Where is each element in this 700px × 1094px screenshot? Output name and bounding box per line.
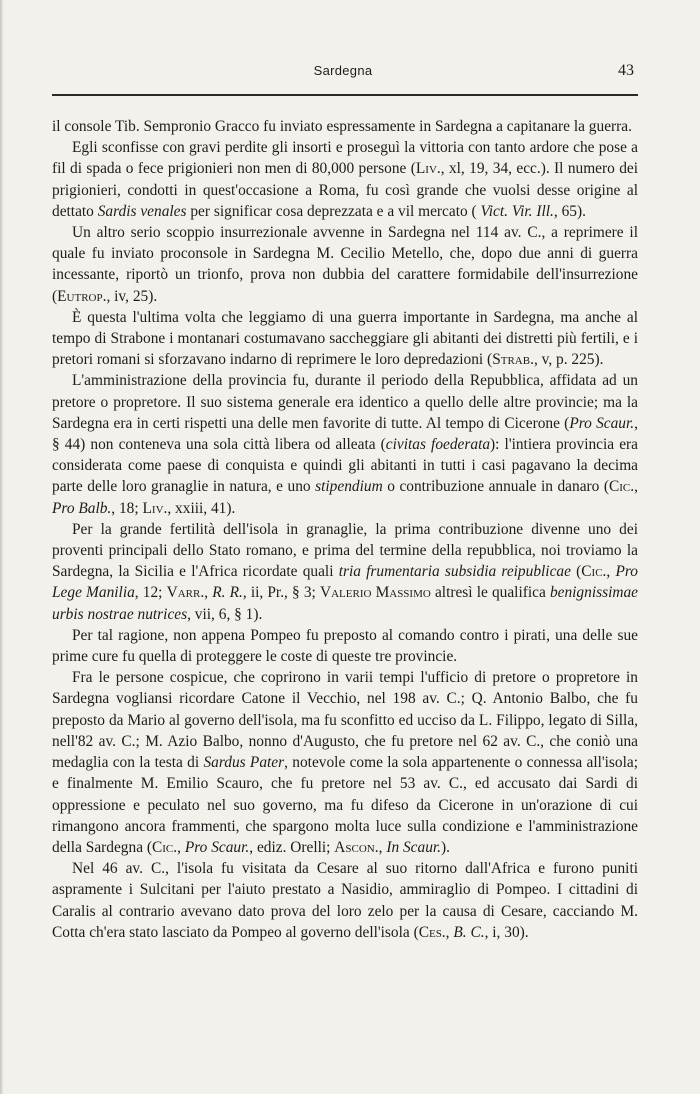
- page-header: [52, 63, 634, 83]
- italic-text: Sardis venales: [97, 202, 187, 220]
- text-run: ,: [445, 923, 454, 941]
- text-run: Per tal ragione, non appena Pompeo fu preposto al comando contro i pirati, una delle sue prime cure fu quella di proteggere le coste di queste tre provincie.: [52, 626, 638, 666]
- running-head: Sardegna: [313, 63, 373, 78]
- paragraph: [52, 858, 638, 943]
- text-run: , iv, 25).: [106, 287, 158, 305]
- italic-text: R. R.: [212, 584, 243, 602]
- paragraph: [52, 370, 638, 518]
- paragraph: [52, 116, 638, 137]
- text-run: altresì le qualifica: [430, 584, 550, 602]
- text-run: , § 44) non conteneva una sola città libera od alleata (: [52, 414, 638, 454]
- small-caps-text: Ascon.: [334, 838, 379, 856]
- small-caps-text: Cic.: [581, 563, 607, 581]
- text-run: (: [570, 563, 582, 581]
- italic-text: B. C.: [453, 923, 485, 941]
- italic-text: Sardus Pater: [203, 754, 285, 772]
- small-caps-text: Liv.: [415, 160, 441, 178]
- small-caps-text: Varr.: [166, 584, 205, 602]
- small-caps-text: Liv.: [142, 499, 168, 517]
- text-run: per significar cosa deprezzata e a vil mercato (: [186, 202, 481, 220]
- body-text: [52, 116, 638, 943]
- text-run: Nel 46 av. C., l'isola fu visitata da Cesare al suo ritorno dall'Africa e furono puniti aspramente i Sulcitani per l'aiuto prestato a Nasidio, ammiraglio di Pompeo. I cittadini di Caralis al contrario avevano dato prova del loro zelo per la causa di Cesare, cacciando M. Cotta ch'era stato lasciato da Pompeo al governo dell'isola (: [52, 860, 638, 941]
- text-run: Un altro serio scoppio insurrezionale avvenne in Sardegna nel 114 av. C., a reprimere il quale fu inviato proconsole in Sardegna M. Cecilio Metello, che, dopo due anni di guerra incessante, riportò un trionfo, prova non dubbia del carattere formidabile dell'insurrezione (: [52, 224, 638, 305]
- paragraph: [52, 625, 638, 667]
- small-caps-text: Ces.: [418, 923, 446, 941]
- text-run: ,: [378, 838, 387, 856]
- text-run: ,: [606, 563, 616, 581]
- text-run: , notevole come la sola appartenente o connessa all'isola; e finalmente M. Emilio Scauro, che fu pretore nel 53 av. C., ed accusato dai Sardi di oppressione e peculato nel suo governo, ma fu difeso da Cicerone in un'orazione di cui rimangono ancora frammenti, che spargono molta luce sulla condizione e l'amministrazione della Sardegna (: [52, 754, 638, 856]
- paragraph: [52, 307, 638, 371]
- text-run: ).: [441, 838, 451, 856]
- small-caps-text: Strab.: [492, 351, 534, 369]
- italic-text: Pro Scaur.: [184, 838, 250, 856]
- text-run: ,: [634, 478, 638, 496]
- text-run: Per la grande fertilità dell'isola in granaglie, la prima contribuzione divenne uno dei proventi principali dello Stato romano, e prima del termine della repubblica, noi troviamo la Sardegna, la Sicilia e l'Africa ricordate quali: [52, 520, 638, 581]
- italic-text: In Scaur.: [386, 838, 442, 856]
- page-spine-edge: [0, 0, 3, 1094]
- italic-text: benignissimae urbis nostrae nutrices: [52, 584, 638, 623]
- paragraph: [52, 222, 638, 307]
- paragraph: [52, 667, 638, 858]
- text-run: , xl, 19, 34, ecc.). Il numero dei prigionieri, condotti in quest'occasione a Roma, fu così grande che vuolsi desse origine al dettato: [52, 160, 638, 220]
- italic-text: tria frumentaria subsidia reipublicae: [338, 563, 571, 581]
- text-run: ,: [177, 838, 185, 856]
- text-run: , vii, 6, § 1).: [187, 605, 263, 623]
- paragraph: [52, 519, 638, 625]
- text-run: o contribuzione annuale in danaro (: [382, 478, 609, 496]
- text-run: , 65).: [553, 202, 586, 220]
- small-caps-text: Eutrop.: [57, 287, 107, 305]
- text-run: Egli sconfisse con gravi perdite gli insorti e proseguì la vittoria con tanto ardore che pose a fil di spada o fece prigionieri non men di 80,000 persone (: [52, 139, 638, 178]
- page-number: 43: [618, 62, 634, 79]
- text-run: È questa l'ultima volta che leggiamo di una guerra importante in Sardegna, ma anche al tempo di Strabone i montanari costumavano saccheggiare gli abitanti dei distretti più fertili, e i pretori romani si sforzavano indarno di reprimere le loro depredazioni (: [52, 308, 638, 369]
- text-run: Fra le persone cospicue, che coprirono in varii tempi l'ufficio di pretore o propretore in Sardegna vogliansi ricordare Catone il Vecchio, nel 198 av. C.; Q. Antonio Balbo, che fu preposto da Mario al governo dell'isola, ma fu sconfitto ed ucciso da L. Filippo, legato di Silla, nell'82 av. C.; M. Azio Balbo, nonno d'Augusto, che fu pretore nel 62 av. C., che coniò una medaglia con la testa di: [52, 669, 638, 772]
- header-rule: [52, 94, 638, 96]
- small-caps-text: Cic.: [609, 478, 635, 496]
- small-caps-text: Valerio Massimo: [319, 584, 431, 602]
- text-run: L'amministrazione della provincia fu, durante il periodo della Repubblica, affidata ad un pretore o propretore. Il suo sistema generale era identico a quello delle altre provincie; ma la Sardegna era in certi rispetti una delle men favorite di tutte. Al tempo di Cicerone (: [52, 372, 638, 432]
- paragraph: [52, 137, 638, 222]
- text-run: ,: [204, 584, 213, 602]
- text-run: , 18;: [111, 499, 143, 517]
- text-run: , ii, Pr., § 3;: [242, 584, 320, 602]
- text-run: , xxiii, 41).: [167, 499, 236, 517]
- small-caps-text: Cic.: [152, 838, 178, 856]
- italic-text: stipendium: [315, 478, 383, 496]
- text-run: il console Tib. Sempronio Gracco fu inviato espressamente in Sardegna a capitanare la guerra.: [52, 118, 632, 135]
- italic-text: Pro Balb.: [52, 499, 112, 517]
- italic-text: Pro Scaur.: [569, 414, 635, 432]
- text-run: , ediz. Orelli;: [249, 838, 335, 856]
- text-run: , v, p. 225).: [533, 351, 604, 369]
- italic-text: civitas foederata: [385, 436, 491, 454]
- text-run: , i, 30).: [484, 923, 529, 941]
- text-run: , 12;: [134, 584, 167, 602]
- text-run: ): l'intiera provincia era considerata come paese di conquista e quindi gli abitanti in tutti i casi pagavano la decima parte delle loro granaglie in natura, e uno: [52, 436, 638, 496]
- italic-text: Pro Lege Manilia: [52, 563, 638, 602]
- italic-text: Vict. Vir. Ill.: [480, 202, 554, 220]
